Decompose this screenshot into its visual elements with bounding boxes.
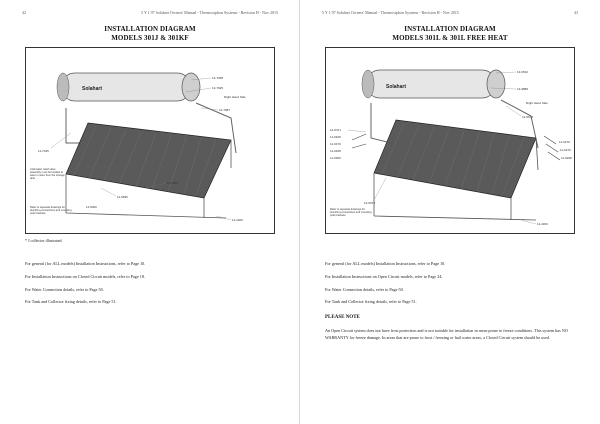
callout-11-6469: 11-6469 [330, 135, 341, 139]
callout-11-6279: 11-6279 [559, 140, 570, 144]
callout-11-7535: 11-7535 [167, 181, 178, 185]
paragraph-water-connection-right: For Water Connection details, refer to Page 50. [325, 287, 404, 292]
paragraph-open-circuit: For Installation Instructions on Open Circuit models, refer to Page 24. [325, 274, 443, 279]
diagram-note-relief-valve: Cold water relief valve assembly must be located at least 1 metre from the storage tank. [30, 168, 65, 180]
running-header-right: 5 Y 1 97 Solahart Owners' Manual - Thermosiphon Systems - Revision H - Nov 2015 [322, 10, 459, 15]
brand-label-right: Solahart [386, 84, 407, 90]
callout-13-7925: 13-7925 [212, 86, 224, 90]
please-note-heading: PLEASE NOTE [325, 315, 360, 320]
callout-11-4300: 11-4300 [537, 222, 548, 226]
callout-right-hand-side-r: Right Hand Side [526, 101, 548, 105]
installation-diagram-left [25, 47, 275, 234]
paragraph-general-right: For general (for ALL models) Installation Instructions, refer to Page 10. [325, 261, 446, 266]
callout-11-6468: 11-6468 [330, 149, 341, 153]
callout-13-6970: 13-6970 [364, 201, 376, 205]
callout-11-6900: 11-6900 [330, 156, 341, 160]
callout-13-6632: 13-6632 [517, 70, 529, 74]
paragraph-general-left: For general (for ALL models) Installation Instructions, refer to Page 10. [25, 261, 146, 266]
page-number-right: 43 [574, 10, 578, 15]
callout-13-7987: 13-7987 [219, 108, 231, 112]
callout-right-hand-side: Right Hand Side [224, 95, 246, 99]
diagram-title-right: INSTALLATION DIAGRAM [404, 25, 496, 33]
paragraph-tank-fixing-left: For Tank and Collector fixing details, refer to Page 51. [25, 299, 117, 304]
callout-13-7358: 13-7358 [212, 76, 224, 80]
diagram-note-plumbing-right: Refer to separate drawings for plumbing connections and mounting pole brackets. [330, 208, 372, 217]
diagram-note-plumbing-left: Refer to separate drawings for plumbing connections and mounting pole brackets. [30, 206, 72, 215]
diagram-title-left: INSTALLATION DIAGRAM [104, 25, 196, 33]
callout-11-6270: 11-6270 [560, 148, 571, 152]
page-number-left: 42 [22, 10, 26, 15]
callout-11-5000: 11-5000 [86, 205, 97, 209]
paragraph-water-connection-left: For Water Connection details, refer to Page 50. [25, 287, 104, 292]
paragraph-tank-fixing-right: For Tank and Collector fixing details, refer to Page 51. [325, 299, 417, 304]
callout-11-1900: 11-1900 [232, 218, 243, 222]
callout-14-6471: 14-6471 [330, 128, 342, 132]
callout-11-7045: 11-7045 [38, 149, 49, 153]
callout-11-5696: 11-5696 [117, 195, 128, 199]
callout-11-6268: 11-6268 [561, 156, 572, 160]
brand-label-left: Solahart [82, 86, 103, 92]
right-page [300, 0, 600, 424]
please-note-body: An Open Circuit system does not have frost protection and is not suitable for installation in areas prone to freeze conditions. This system has NO WARRANTY for freeze damage. In areas that are prone to frost / freezing or hail water areas, a Closed Circuit system should be used. [325, 328, 568, 340]
callout-13-9889: 13-9889 [517, 87, 529, 91]
callout-11-6470: 11-6470 [330, 142, 341, 146]
models-title-left: MODELS 301J & 301KF [111, 34, 189, 42]
callout-13-5674: 13-5674 [522, 115, 534, 119]
paragraph-closed-circuit: For Installation Instructions on Closed Circuit models, refer to Page 18. [25, 274, 146, 279]
models-title-right: MODELS 301L & 301L FREE HEAT [392, 34, 508, 42]
running-header-left: 5 Y 1 97 Solahart Owners' Manual - Thermosiphon Systems - Revision H - Nov 2015 [141, 10, 278, 15]
installation-diagram-right [325, 47, 575, 234]
footnote-left: * J collector illustrated. [25, 238, 63, 243]
